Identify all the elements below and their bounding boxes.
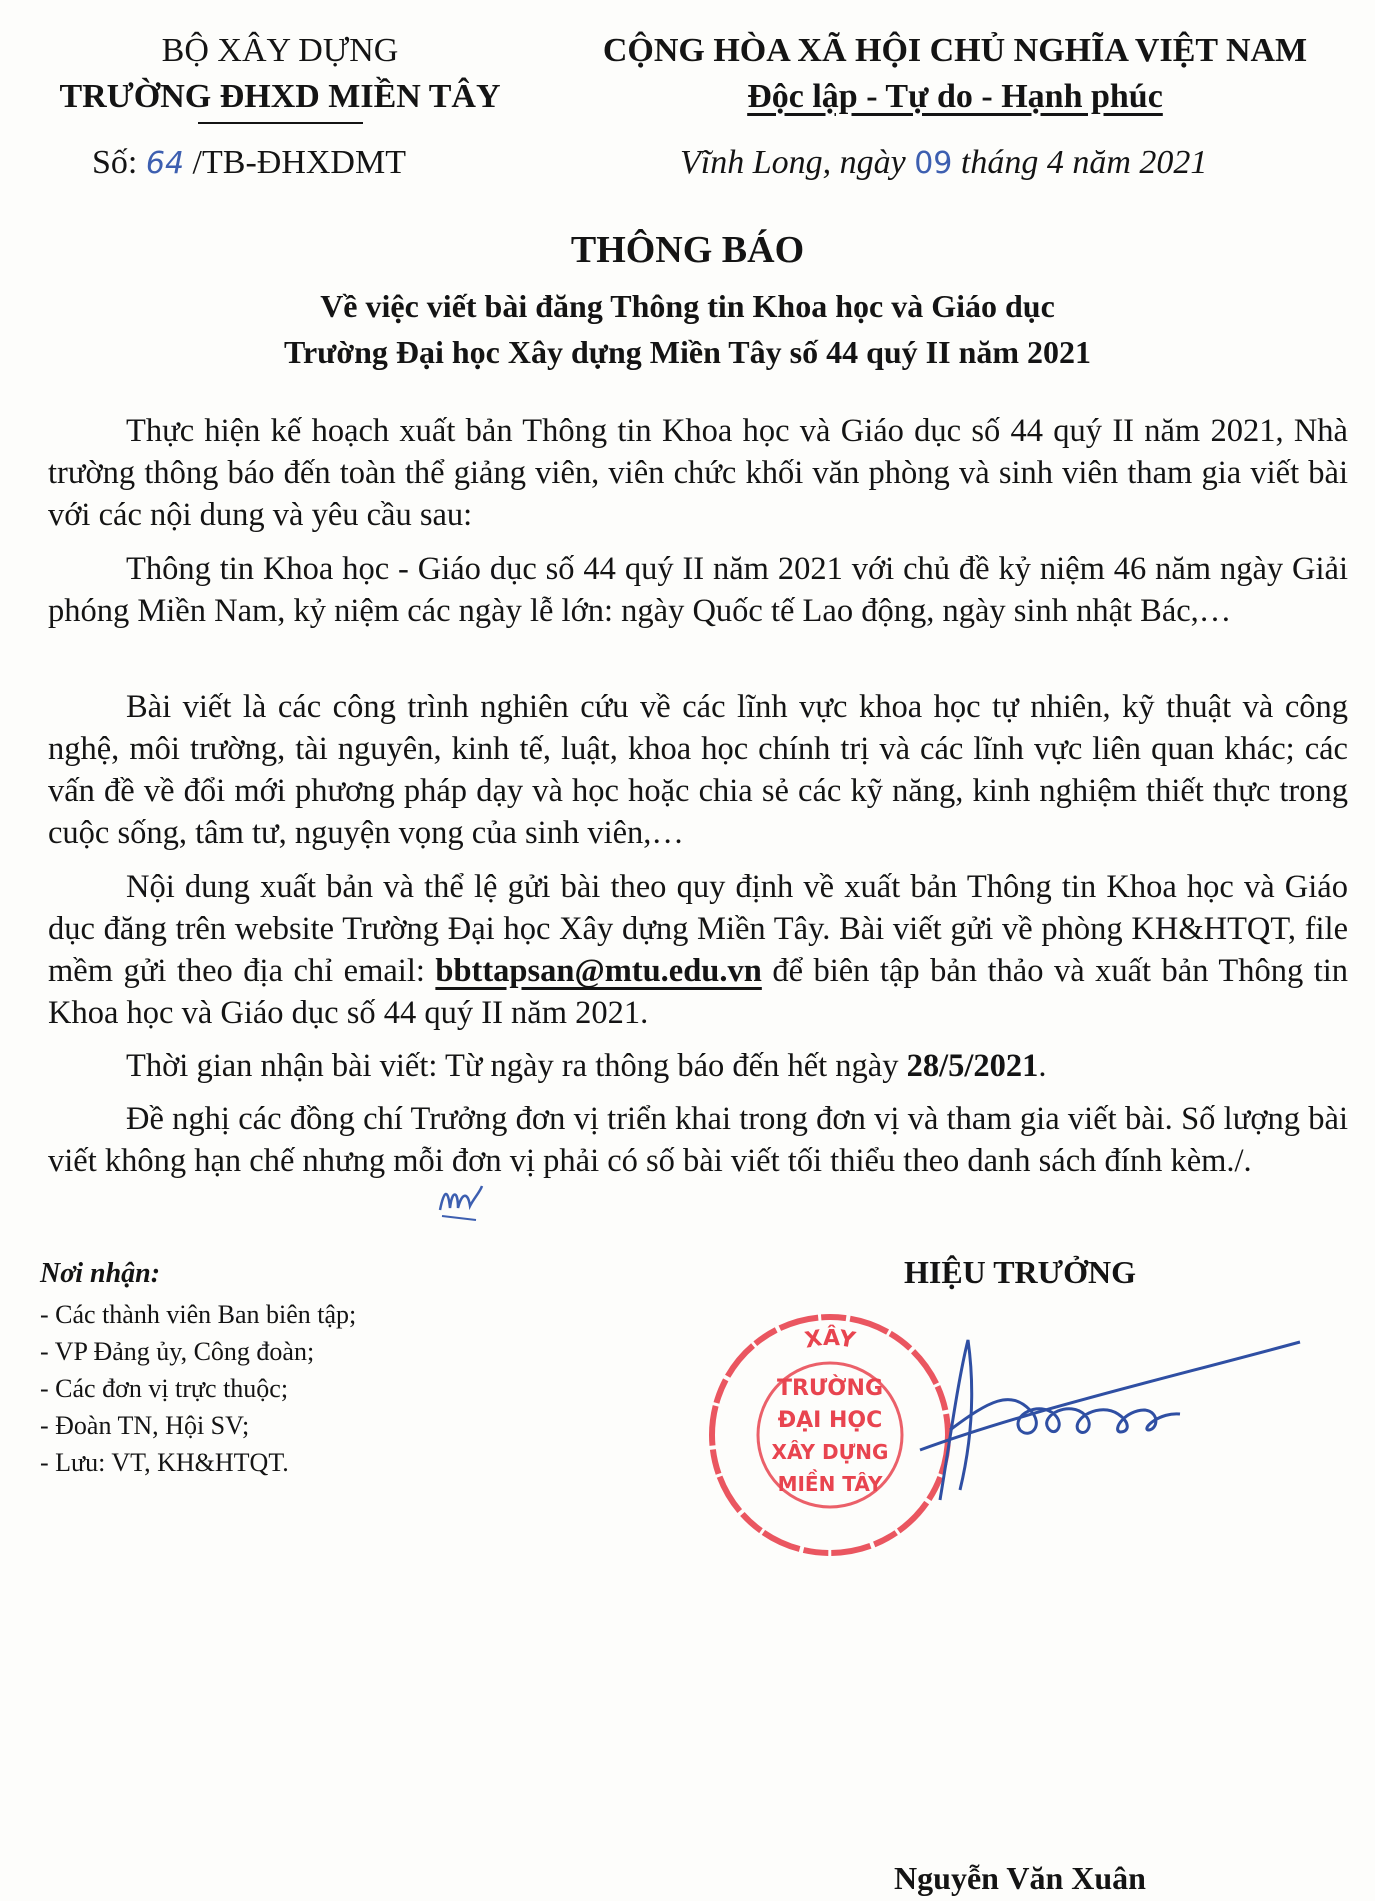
recipient-item: - Lưu: VT, KH&HTQT. [40,1448,289,1477]
document-number [92,140,406,187]
signer-role: HIỆU TRƯỞNG [903,1254,1137,1290]
date-day-handwritten: 09 [914,146,953,181]
date-month-year: tháng 4 năm 2021 [960,144,1208,181]
school-underline [198,122,363,124]
header-right [545,28,1365,120]
subtitle-line-1: Về việc viết bài đăng Thông tin Khoa học và Giáo dục [320,288,1055,324]
motto: Độc lập - Tự do - Hạnh phúc [747,78,1163,115]
signer-name: Nguyễn Văn Xuân [894,1860,1146,1896]
recipients-heading: Nơi nhận: [40,1258,161,1289]
handwritten-signature [880,1320,1340,1510]
paragraph-6: Đề nghị các đồng chí Trưởng đơn vị triển khai trong đơn vị và tham gia viết bài. Số lượng bài viết không hạn chế nhưng mỗi đơn vị phải có số bài viết tối thiểu theo danh sách đính kèm./. [48,1101,1348,1179]
header-left [30,28,530,124]
date-place: Vĩnh Long, ngày [680,144,906,181]
paragraph-3: Bài viết là các công trình nghiên cứu về các lĩnh vực khoa học tự nhiên, kỹ thuật và công nghệ, môi trường, tài nguyên, kinh tế, luật, khoa học chính trị và các lĩnh vực liên quan khác; các vấn đề về đổi mới phương pháp dạy và học hoặc chia sẻ các kỹ năng, kinh nghiệm thiết thực trong cuộc sống, tâm tư, nguyện vọng của sinh viên,… [48,689,1348,851]
doc-number-suffix: /TB-ĐHXDMT [192,144,406,181]
doc-number-handwritten: 64 [145,146,185,181]
paragraph-4 [48,866,1348,1034]
school-name: TRƯỜNG ĐHXD MIỀN TÂY [59,78,501,115]
recipient-item: - VP Đảng ủy, Công đoàn; [40,1337,315,1366]
recipient-item: - Các đơn vị trực thuộc; [40,1374,289,1403]
seal-line-2: ĐẠI HỌC [777,1408,883,1433]
paragraph-5-period: . [1038,1048,1047,1084]
email-link[interactable]: bbttapsan@mtu.edu.vn [435,953,762,989]
notice-heading: THÔNG BÁO [570,229,805,271]
paragraph-1: Thực hiện kế hoạch xuất bản Thông tin Khoa học và Giáo dục số 44 quý II năm 2021, Nhà trường thông báo đến toàn thể giảng viên, viên chức khối văn phòng và sinh viên tham gia viết bài với các nội dung và yêu cầu sau: [48,413,1348,533]
notice-subtitle [0,283,1375,375]
recipients-block [40,1258,560,1481]
seal-ring-text: XÂY [803,1325,858,1354]
paragraph-5-text: Thời gian nhận bài viết: Từ ngày ra thông báo đến hết ngày [126,1048,899,1084]
recipient-item: - Đoàn TN, Hội SV; [40,1411,250,1440]
deadline-date: 28/5/2021 [906,1048,1039,1084]
paragraph-4-text-end: để biên tập bản thảo và xuất bản Thông tin Khoa học và Giáo dục số 44 quý II năm 2021. [48,953,1349,1031]
paragraph-4-text: Nội dung xuất bản và thể lệ gửi bài theo quy định về xuất bản Thông tin Khoa học và Giáo dục đăng trên website Trường Đại học Xây dựng Miền Tây. Bài viết gửi về phòng KH&HTQT, file mềm gửi theo địa chỉ email: [48,869,1348,989]
seal-line-4: MIỀN TÂY [777,1472,883,1496]
seal-line-3: XÂY DỰNG [771,1440,889,1464]
initial-mark [436,1180,486,1224]
ministry-name: BỘ XÂY DỰNG [161,32,399,69]
doc-number-label: Số: [92,144,138,181]
paragraph-5 [48,1045,1348,1087]
date-line [680,140,1207,187]
country-name: CỘNG HÒA XÃ HỘI CHỦ NGHĨA VIỆT NAM [602,32,1308,69]
subtitle-line-2: Trường Đại học Xây dựng Miền Tây số 44 quý II năm 2021 [283,334,1092,370]
seal-line-1: TRƯỜNG [776,1376,884,1401]
paragraph-2: Thông tin Khoa học - Giáo dục số 44 quý II năm 2021 với chủ đề kỷ niệm 46 năm ngày Giải phóng Miền Nam, kỷ niệm các ngày lễ lớn: ngày Quốc tế Lao động, ngày sinh nhật Bác,… [48,551,1348,629]
recipient-item: - Các thành viên Ban biên tập; [40,1300,357,1329]
